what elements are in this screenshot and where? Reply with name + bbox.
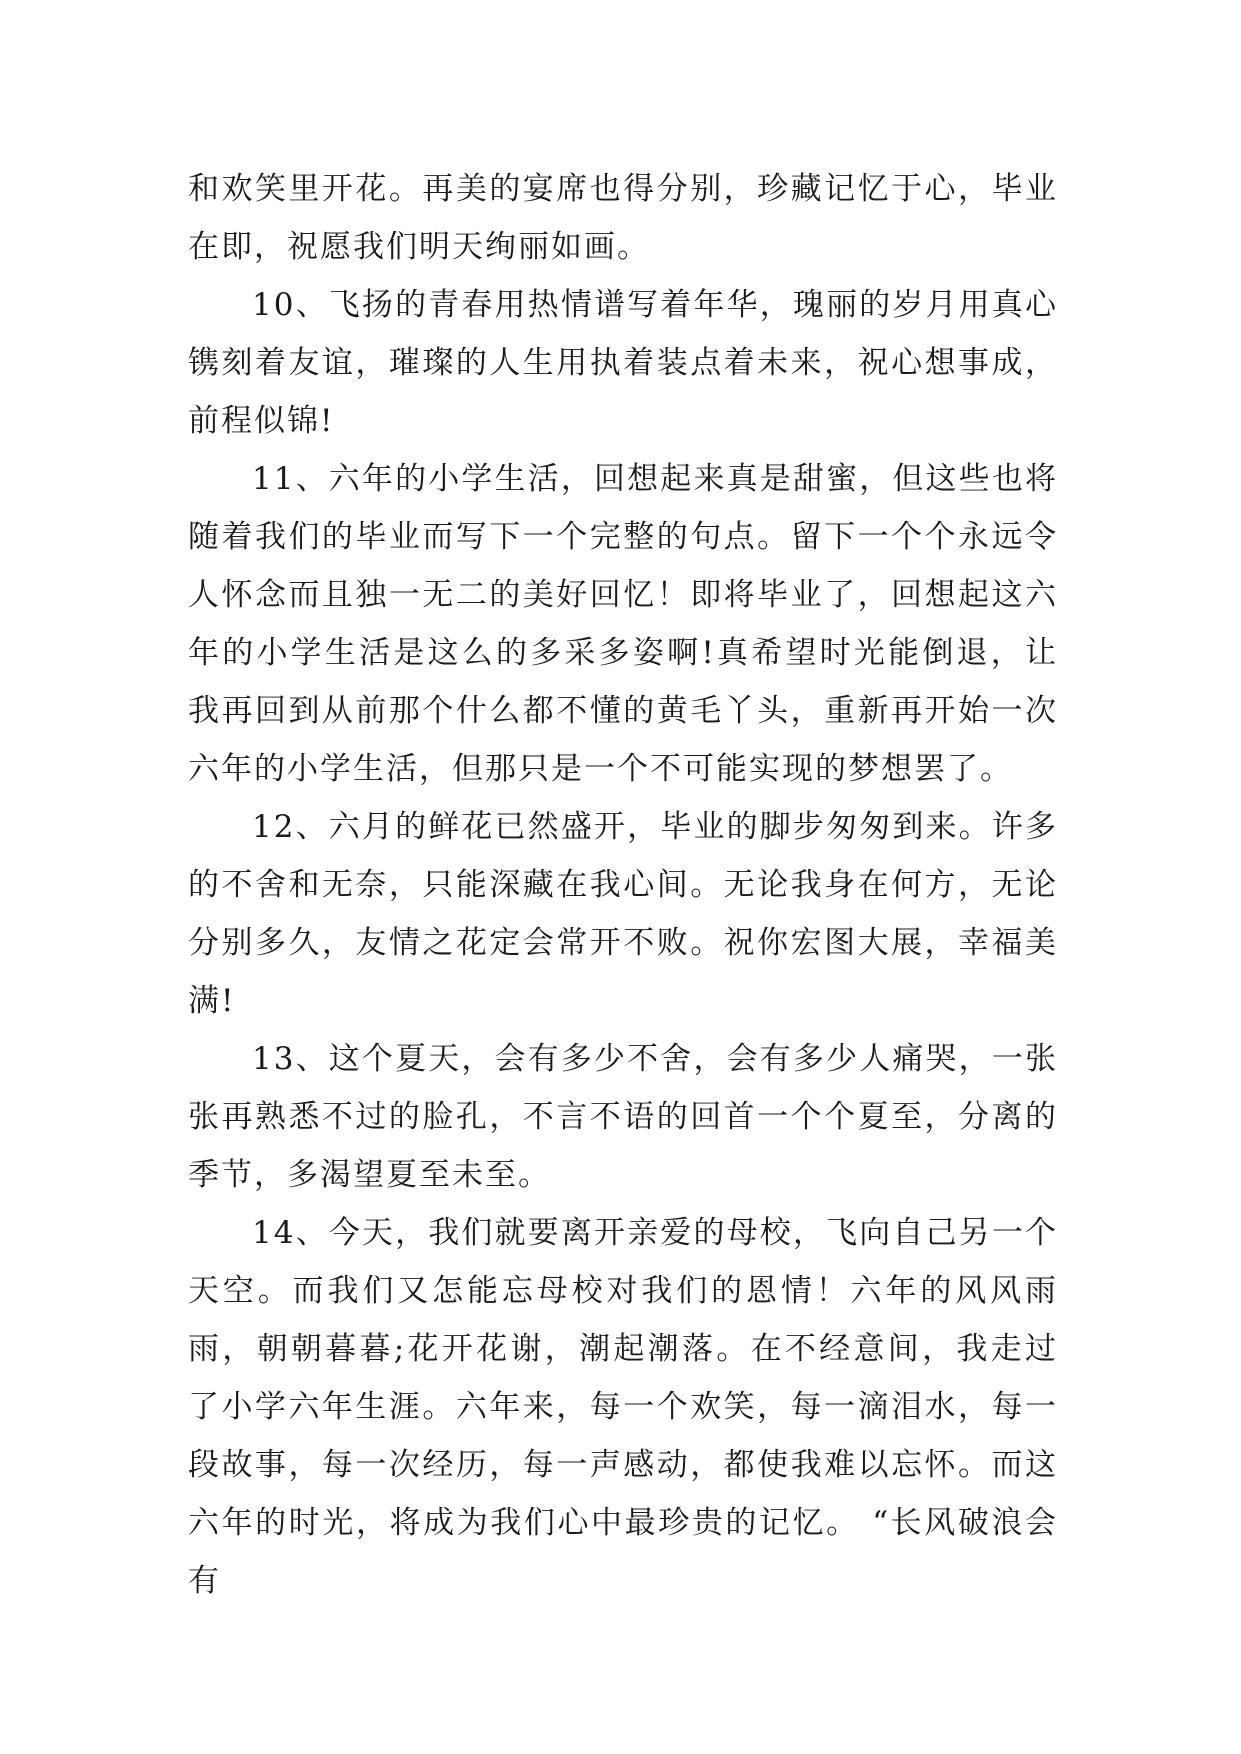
paragraph-item-10: 10、飞扬的青春用热情谱写着年华，瑰丽的岁月用真心镌刻着友谊，璀璨的人生用执着装点着未来，祝心想事成，前程似锦! (188, 287, 1058, 439)
paragraph-item-14: 14、今天，我们就要离开亲爱的母校，飞向自己另一个天空。而我们又怎能忘母校对我们的恩情！六年的风风雨雨，朝朝暮暮;花开花谢，潮起潮落。在不经意间，我走过了小学六年生涯。六年来，每一个欢笑，每一滴泪水，每一段故事，每一次经历，每一声感动，都使我难以忘怀。而这六年的时光，将成为我们心中最珍贵的记忆。 “长风破浪会有 (188, 1215, 1058, 1599)
paragraph-item-11: 11、六年的小学生活，回想起来真是甜蜜，但这些也将随着我们的毕业而写下一个完整的句点。留下一个个永远令人怀念而且独一无二的美好回忆！即将毕业了，回想起这六年的小学生活是这么的多采多姿啊!真希望时光能倒退，让我再回到从前那个什么都不懂的黄毛丫头，重新再开始一次六年的小学生活，但那只是一个不可能实现的梦想罢了。 (188, 461, 1058, 787)
paragraph-continuation: 和欢笑里开花。再美的宴席也得分别，珍藏记忆于心，毕业在即，祝愿我们明天绚丽如画。 (188, 171, 1058, 265)
paragraph-item-13: 13、这个夏天，会有多少不舍，会有多少人痛哭，一张张再熟悉不过的脸孔，不言不语的回首一个个夏至，分离的季节，多渴望夏至未至。 (188, 1041, 1058, 1193)
paragraph-item-12: 12、六月的鲜花已然盛开，毕业的脚步匆匆到来。许多的不舍和无奈，只能深藏在我心间。无论我身在何方，无论分别多久，友情之花定会常开不败。祝你宏图大展，幸福美满! (188, 809, 1058, 1019)
document-body (188, 160, 1058, 1610)
